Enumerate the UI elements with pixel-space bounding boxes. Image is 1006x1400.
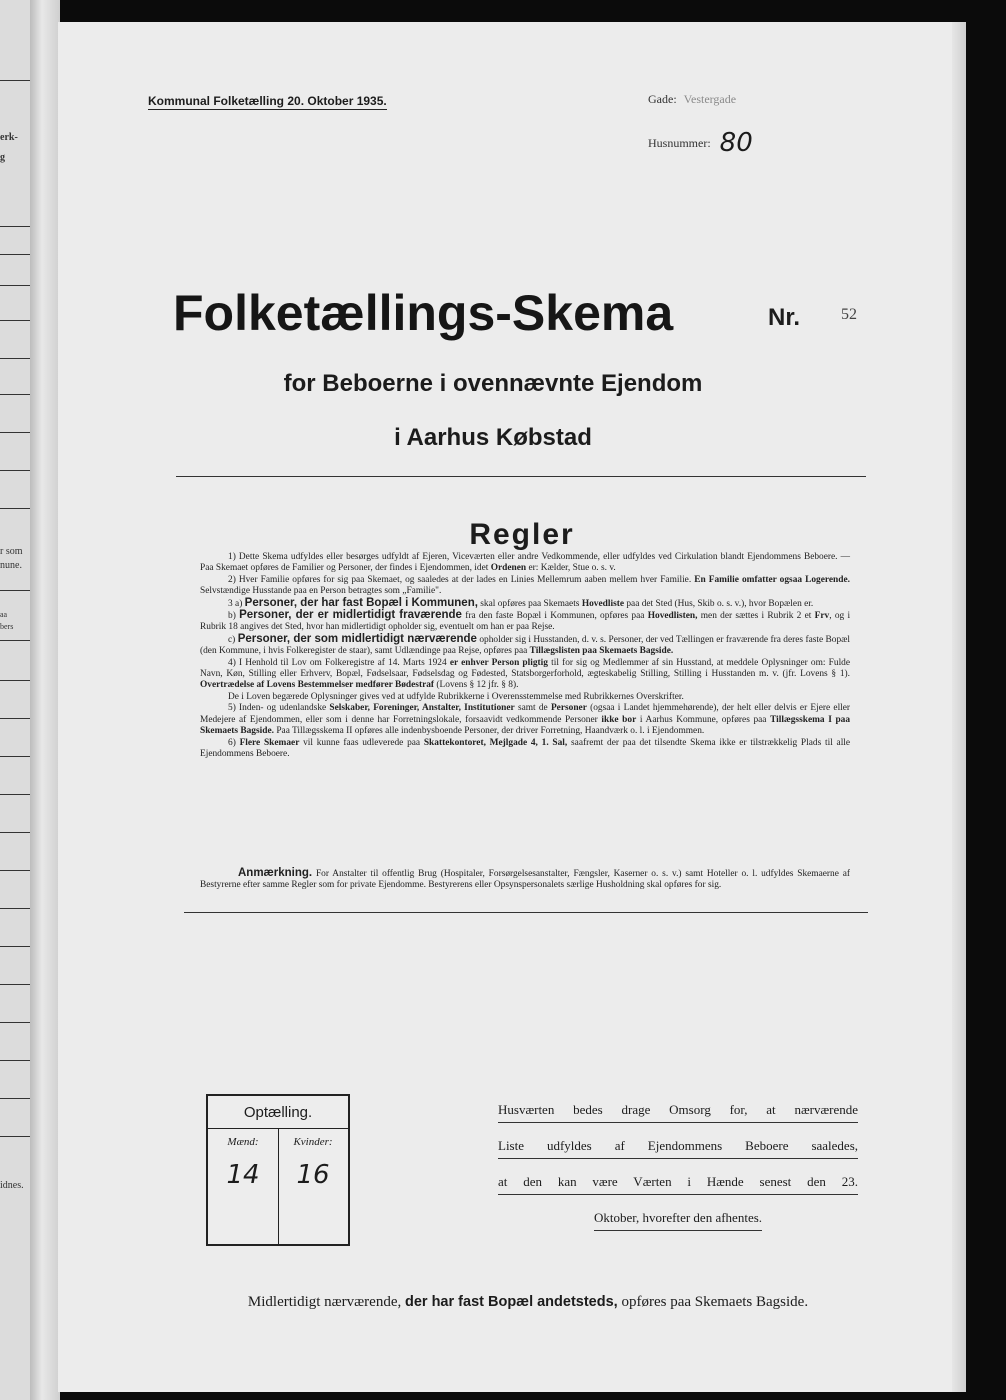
form-number-label: Nr.	[768, 304, 801, 331]
rule-1: 1) Dette Skema udfyldes eller besørges udfyldt af Ejeren, Viceværten eller andre Vedkommende, eller udfyldes ved Cirkulation blandt Ejendommens Beboere. — Paa Skemaet opføres de Familier og Personer, der findes i Ejendommen, idet Ordenen er: Kælder, Stue o. s. v.	[200, 552, 850, 574]
page-edge-shadow	[952, 22, 966, 1392]
margin-rule	[0, 320, 30, 321]
rule-6: 6) Flere Skemaer vil kunne faas udleverede paa Skattekontoret, Mejlgade 4, 1. Sal, saafremt der paa det tilsendte Skema ikke er tilstrækkelig Plads til alle Ejendommens Beboere.	[200, 737, 851, 759]
margin-rule	[0, 756, 30, 757]
house-number-value: 80	[719, 128, 753, 158]
notice-line: Liste udfyldes af Ejendommens Beboere saaledes,	[498, 1134, 858, 1159]
margin-rule	[0, 285, 30, 286]
margin-rule	[0, 1060, 30, 1061]
census-form-page	[58, 22, 966, 1392]
notice-line: Oktober, hvorefter den afhentes.	[594, 1206, 762, 1231]
rules-text	[200, 552, 850, 760]
rule-3c: c) Personer, der som midlertidigt nærværende opholder sig i Husstanden, d. v. s. Personer, der ved Tællingen er fraværende fra deres faste Bopæl (den Kommune, i hvis Folkeregister de staar), samt Udlændinge paa Rejse, opføres paa Tillægslisten paa Skemaets Bagside.	[200, 632, 851, 657]
rule-5: 5) Inden- og udenlandske Selskaber, Foreninger, Anstalter, Institutioner samt de Personer (ogsaa i Landet hjemmehørende), der helt eller delvis er Ejere eller Medejere af Ejendommen, eller som i denne har Forretningslokale, forsaavidt vedkommende Personer ikke bor i Aarhus Kommune, opføres paa Tillægsskema I paa Skemaets Bagside. Paa Tillægsskema II opføres alle indenbysboende Personer, der driver Forretning, Haandværk o. l. i Ejendommen.	[200, 703, 851, 737]
remark-text: For Anstalter til offentlig Brug (Hospitaler, Forsørgelsesanstalter, Fængsler, Kaserner o. s. v.) samt Hoteller o. l. udfyldes Skemaerne af Bestyrerne efter samme Regler som for private Ejendomme. Bestyrerens eller Opsynspersonalets særlige Husholdning skal opføres for sig.	[200, 869, 851, 891]
house-number-field	[648, 124, 753, 158]
rules-heading: Regler	[469, 518, 575, 551]
count-box-title: Optælling.	[243, 1104, 313, 1121]
form-number-value: 52	[841, 306, 857, 323]
footer-note: Midlertidigt nærværende, der har fast Bopæl andetsteds, opføres paa Skemaets Bagside.	[247, 1294, 809, 1310]
margin-rule	[0, 470, 30, 471]
margin-fragment: g	[0, 152, 5, 163]
margin-rule	[0, 80, 30, 81]
margin-rule	[0, 590, 30, 591]
margin-fragment: r som	[0, 546, 23, 557]
margin-fragment: idnes.	[0, 1180, 24, 1191]
divider	[176, 476, 866, 477]
form-subtitle-city: i Aarhus Købstad	[394, 424, 592, 451]
margin-rule	[0, 508, 30, 509]
margin-rule	[0, 946, 30, 947]
form-title: Folketællings-Skema	[173, 285, 674, 341]
census-header: Kommunal Folketælling 20. Oktober 1935.	[148, 94, 387, 108]
margin-rule	[0, 718, 30, 719]
margin-fragment: nune.	[0, 560, 22, 571]
landlord-notice	[498, 1098, 858, 1231]
margin-rule	[0, 432, 30, 433]
margin-rule	[0, 226, 30, 227]
adjacent-page-strip	[0, 0, 32, 1400]
margin-fragment: aa	[0, 610, 8, 619]
margin-rule	[0, 394, 30, 395]
men-count: 14	[226, 1160, 260, 1190]
margin-rule	[0, 832, 30, 833]
women-count: 16	[296, 1160, 330, 1190]
remark-paragraph	[200, 868, 850, 892]
margin-rule	[0, 1098, 30, 1099]
house-number-label: Husnummer:	[648, 136, 711, 150]
margin-rule	[0, 794, 30, 795]
margin-rule	[0, 680, 30, 681]
margin-rule	[0, 1136, 30, 1137]
women-label: Kvinder:	[293, 1136, 333, 1148]
remark-label: Anmærkning.	[238, 867, 313, 879]
margin-rule	[0, 870, 30, 871]
notice-line: at den kan være Værten i Hænde senest den 23.	[498, 1170, 858, 1195]
rule-3a: 3 a) Personer, der har fast Bopæl i Kommunen, skal opføres paa Skemaets Hovedliste paa det Sted (Hus, Skib o. s. v.), hvor Bopælen er.	[228, 596, 814, 609]
margin-rule	[0, 1022, 30, 1023]
count-box	[206, 1094, 350, 1246]
margin-rule	[0, 358, 30, 359]
street-value: Vestergade	[683, 92, 737, 106]
margin-rule	[0, 908, 30, 909]
street-label: Gade:	[648, 92, 677, 106]
margin-rule	[0, 984, 30, 985]
rule-2: 2) Hver Familie opføres for sig paa Skemaet, og saaledes at der lades en Linies Mellemrum aaben mellem hver Familie. En Familie omfatter ogsaa Logerende. Selvstændige Husstande paa en Person betragtes som „Familie".	[200, 574, 850, 597]
rule-3b: b) Personer, der er midlertidigt fraværende fra den faste Bopæl i Kommunen, opføres paa Hovedlisten, men der sættes i Rubrik 2 et Frv, og i Rubrik 18 angives det Sted, hvor han midlertidigt opholder sig, eventuelt om han er paa Rejse.	[200, 609, 851, 633]
divider	[184, 912, 868, 913]
men-label: Mænd:	[227, 1136, 259, 1148]
margin-rule	[0, 640, 30, 641]
margin-fragment: erk-	[0, 132, 18, 143]
notice-line: Husværten bedes drage Omsorg for, at nærværende	[498, 1098, 858, 1123]
binding-gutter	[30, 0, 60, 1400]
rule-4b: De i Loven begærede Oplysninger gives ved at udfylde Rubrikkerne i Overensstemmelse med Rubrikkernes Overskrifter.	[228, 691, 684, 702]
margin-fragment: bers	[0, 622, 14, 631]
street-field	[648, 92, 736, 107]
margin-rule	[0, 254, 30, 255]
form-subtitle: for Beboerne i ovennævnte Ejendom	[283, 370, 703, 397]
rule-4: 4) I Henhold til Lov om Folkeregistre af 14. Marts 1924 er enhver Person pligtig til for sig og Medlemmer af sin Husstand, at meddele Oplysninger om: Fulde Navn, Køn, Stilling eller Erhverv, Bopæl, Fødselsaar, Fødselsdag og Fødested, Statsborgerforhold, ægteskabelig Stilling, Stilling i Husstanden m. v. (jfr. Lovens § 1). Overtrædelse af Lovens Bestemmelser medfører Bødestraf (Lovens § 12 jfr. § 8).	[200, 657, 851, 691]
